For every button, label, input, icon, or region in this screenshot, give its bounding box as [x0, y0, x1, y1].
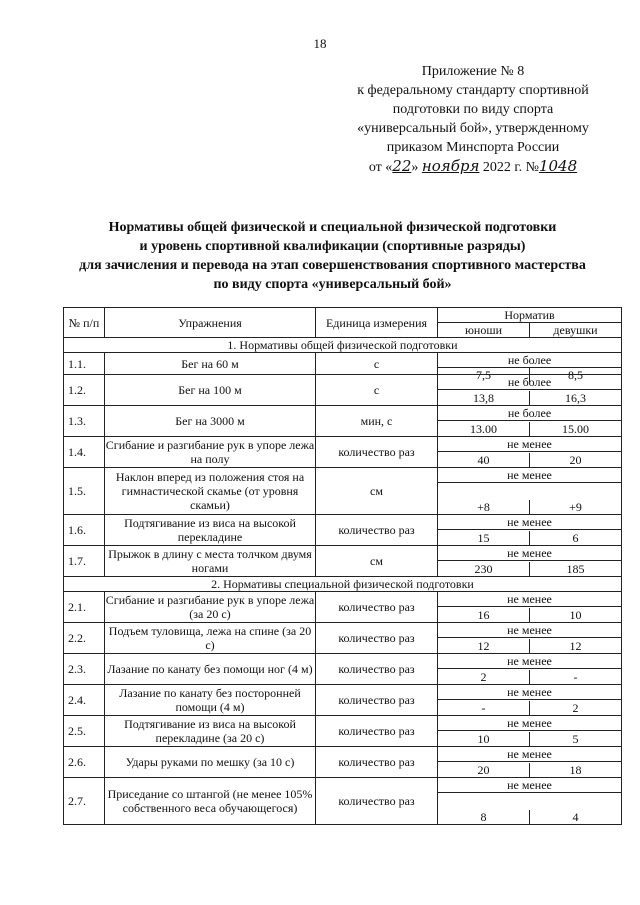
row-unit: количество раз [316, 592, 438, 623]
row-norm [438, 592, 622, 623]
row-unit: см [316, 468, 438, 515]
value-boys: 20 [477, 763, 490, 777]
value-boys: 12 [477, 639, 490, 653]
table-row [64, 623, 622, 654]
row-number: 1.2. [64, 375, 105, 406]
norm-condition: не менее [438, 468, 621, 483]
row-unit: количество раз [316, 437, 438, 468]
table-row [64, 546, 622, 577]
row-norm [438, 515, 622, 546]
norms-table [63, 307, 622, 825]
norm-values [438, 639, 621, 653]
table-row [64, 353, 622, 375]
title-line: по виду спорта «универсальный бой» [213, 277, 452, 292]
value-girls: - [529, 670, 621, 684]
row-norm [438, 353, 622, 382]
appendix-line: «универсальный бой», утвержденному [357, 121, 589, 136]
row-exercise: Сгибание и разгибание рук в упоре лежа на полу [105, 438, 315, 466]
row-unit: см [316, 546, 438, 577]
date-year: 2022 г. № [482, 160, 539, 175]
table-row [64, 716, 622, 747]
value-boys: +8 [477, 500, 490, 514]
norm-condition: не менее [438, 592, 621, 607]
title-line: Нормативы общей физической и специальной физической подготовки [108, 220, 557, 235]
header-unit: Единица измерения [316, 308, 438, 338]
row-unit: количество раз [316, 623, 438, 654]
value-girls: 8,5 [529, 368, 621, 382]
norm-values [438, 453, 621, 467]
row-exercise: Подъем туловища, лежа на спине (за 20 с) [105, 623, 316, 654]
value-boys: - [481, 701, 486, 715]
norm-condition: не менее [438, 716, 621, 731]
row-number: 2.7. [64, 778, 105, 825]
norm-values [438, 531, 621, 545]
row-unit: с [316, 375, 438, 406]
row-exercise: Наклон вперед из положения стоя на гимнастической скамье (от уровня скамьи) [105, 468, 316, 515]
value-girls: 15.00 [529, 422, 621, 436]
row-exercise: Подтягивание из виса на высокой перекладине (за 20 с) [105, 716, 316, 747]
row-number: 1.5. [64, 468, 105, 515]
row-number: 2.3. [64, 654, 105, 685]
row-norm [438, 546, 622, 577]
row-exercise: Лазание по канату без помощи ног (4 м) [105, 654, 316, 685]
row-norm [438, 468, 622, 515]
row-exercise: Сгибание и разгибание рук в упоре лежа (за 20 с) [105, 593, 315, 621]
header-boys: юноши [438, 323, 530, 338]
value-girls: 12 [529, 639, 621, 653]
value-girls: 2 [529, 701, 621, 715]
value-girls: 20 [529, 453, 621, 467]
row-number: 2.5. [64, 716, 105, 747]
norm-condition: не менее [438, 778, 621, 793]
table-row [64, 747, 622, 778]
row-number: 1.6. [64, 515, 105, 546]
norm-condition: не более [438, 406, 621, 421]
section-title: 1. Нормативы общей физической подготовки [64, 338, 622, 353]
value-boys: 7,5 [476, 368, 491, 382]
value-boys: 15 [477, 531, 490, 545]
date-mid: » [411, 160, 419, 175]
date-month: ноября [421, 157, 480, 175]
value-girls: 5 [529, 732, 621, 746]
row-exercise: Подтягивание из виса на высокой перекладине [105, 515, 316, 546]
norm-values [438, 732, 621, 746]
header-girls: девушки [530, 323, 622, 338]
norm-values [438, 422, 621, 436]
norm-condition: не менее [438, 546, 621, 561]
row-exercise: Бег на 3000 м [105, 406, 316, 437]
value-boys: 10 [477, 732, 490, 746]
row-exercise: Лазание по канату без посторонней помощи (4 м) [105, 685, 316, 716]
row-norm [438, 778, 622, 825]
table-row [64, 375, 622, 406]
row-number: 1.1. [64, 353, 105, 375]
row-norm [438, 375, 622, 406]
section-header-row [64, 338, 622, 353]
row-norm [438, 437, 622, 468]
title-line: и уровень спортивной квалификации (спортивные разряды) [139, 239, 526, 254]
row-exercise: Прыжок в длину с места толчком двумя ногами [105, 546, 316, 577]
norm-condition: не менее [438, 685, 621, 700]
row-unit: количество раз [316, 685, 438, 716]
norm-condition: не менее [438, 623, 621, 638]
norm-values [438, 763, 621, 777]
value-boys: 2 [480, 670, 487, 684]
norm-condition: не менее [438, 515, 621, 530]
header-exercise: Упражнения [105, 308, 316, 338]
title-line: для зачисления и перевода на этап совершенствования спортивного мастерства [79, 258, 586, 273]
row-norm [438, 685, 622, 716]
row-number: 1.3. [64, 406, 105, 437]
row-exercise: Приседание со штангой (не менее 105% собственного веса обучающегося) [105, 778, 316, 825]
table-row [64, 592, 622, 623]
value-girls: 18 [529, 763, 621, 777]
value-boys: 13,8 [473, 391, 494, 405]
row-number: 2.1. [64, 592, 105, 623]
appendix-line: Приложение № 8 [421, 64, 525, 79]
norm-values [438, 500, 621, 514]
row-norm [438, 406, 622, 437]
value-boys: 230 [474, 562, 493, 576]
appendix-line: к федеральному стандарту спортивной [357, 83, 589, 98]
value-girls: +9 [529, 500, 621, 514]
row-number: 2.6. [64, 747, 105, 778]
table-row [64, 437, 622, 468]
norm-condition: не менее [438, 437, 621, 452]
appendix-line: приказом Минспорта России [386, 140, 560, 155]
row-unit: количество раз [316, 515, 438, 546]
row-norm [438, 654, 622, 685]
norm-condition: не менее [438, 654, 621, 669]
header-num: № п/п [64, 308, 105, 338]
appendix-line: подготовки по виду спорта [392, 102, 554, 117]
row-number: 1.7. [64, 546, 105, 577]
table-row [64, 406, 622, 437]
norm-condition: не менее [438, 747, 621, 762]
value-boys: 40 [477, 453, 490, 467]
row-exercise: Удары руками по мешку (за 10 с) [105, 747, 316, 778]
appendix-block [343, 62, 603, 177]
value-girls: 16,3 [529, 391, 621, 405]
table-row [64, 685, 622, 716]
row-unit: количество раз [316, 778, 438, 825]
header-norm: Норматив [438, 308, 622, 323]
row-number: 1.4. [64, 437, 105, 468]
row-norm [438, 623, 622, 654]
table-row [64, 778, 622, 825]
row-exercise: Бег на 60 м [105, 353, 316, 375]
norm-values [438, 562, 621, 576]
norm-values [438, 670, 621, 684]
norm-values [438, 391, 621, 405]
table-row [64, 468, 622, 515]
value-boys: 13.00 [470, 422, 497, 436]
row-norm [438, 716, 622, 747]
norm-values [438, 701, 621, 715]
date-number: 1048 [538, 157, 578, 175]
row-unit: с [316, 353, 438, 375]
date-prefix: от « [368, 160, 393, 175]
value-girls: 4 [529, 810, 621, 824]
date-day: 22 [392, 157, 412, 175]
row-number: 2.2. [64, 623, 105, 654]
row-norm [438, 747, 622, 778]
section-title: 2. Нормативы специальной физической подготовки [64, 577, 622, 592]
row-unit: количество раз [316, 654, 438, 685]
row-unit: количество раз [316, 747, 438, 778]
value-girls: 185 [529, 562, 621, 576]
row-exercise: Бег на 100 м [105, 375, 316, 406]
value-boys: 16 [477, 608, 490, 622]
value-girls: 6 [529, 531, 621, 545]
norm-values [438, 608, 621, 622]
table-row [64, 654, 622, 685]
table-row [64, 515, 622, 546]
document-title [40, 218, 625, 294]
appendix-date-line [343, 157, 603, 177]
norm-condition: не более [438, 375, 621, 390]
section-header-row [64, 577, 622, 592]
row-unit: мин, с [316, 406, 438, 437]
norm-condition: не более [438, 353, 621, 368]
row-unit: количество раз [316, 716, 438, 747]
page-number: 18 [313, 36, 327, 51]
value-girls: 10 [529, 608, 621, 622]
norm-values [438, 810, 621, 824]
value-boys: 8 [480, 810, 487, 824]
row-number: 2.4. [64, 685, 105, 716]
